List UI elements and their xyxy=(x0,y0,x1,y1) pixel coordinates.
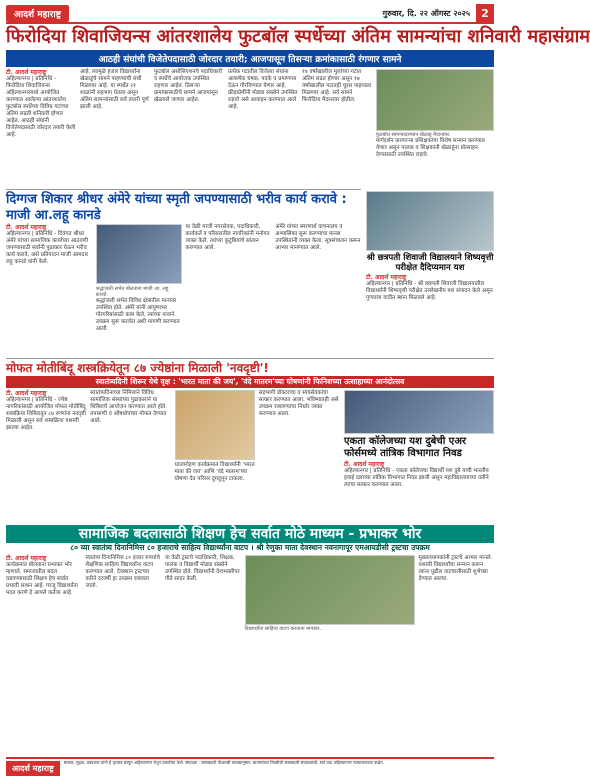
story1-col4: प्रत्येक गटातील विजेत्या संघांना आकर्षक चषक, पदके व प्रमाणपत्र देऊन गौरविण्यात येणार आहे. क्रीडाप्रेमींनी मोठ्या संख्येने उपस्थित राहावे असे आवाहन करण्यात आले आहे. xyxy=(228,69,298,110)
story3 xyxy=(366,187,494,356)
masthead xyxy=(6,4,494,24)
story6-photo-box xyxy=(245,555,415,659)
story6-headline: सामाजिक बदलासाठी शिक्षण हेच सर्वात मोठे माध्यम - प्रभाकर भोर xyxy=(6,525,494,543)
page-number: 2 xyxy=(476,4,494,22)
story2-col3: या वेळी माजी नगरसेवक, पदाधिकारी, कार्यकर्ते व परिसरातील नागरिकांनी मनोगत व्यक्त केले. त्यांच्या कुटुंबियांचे सांत्वन करण्यात आले. xyxy=(185,224,270,251)
story4-subhead: स्वातंत्र्यदिनी शिरूर येथे वृक्ष : 'भारत माता की जय', 'वंदे मातरम'च्या घोषणांनी फिनिशच्या उत्साहाच्या आनंदोत्सव xyxy=(6,376,494,388)
story2-byline: टी. आदर्श महाराष्ट्र xyxy=(6,224,47,231)
story4-body xyxy=(6,390,339,522)
story4-col4: सहभागी डॉक्टरांचा व स्वयंसेवकांचा सत्कार करण्यात आला. भविष्यातही असे उपक्रम राबवण्याचा निर्धार व्यक्त करण्यात आला. xyxy=(258,390,339,417)
story1-photo-caption: फुटबॉल सामन्यादरम्यान खेळाडू मैदानावर. xyxy=(376,132,451,138)
story5-headline: एकता कॉलेजच्या यश दुबेची एअर फोर्समध्ये तांत्रिक विभागात निवड xyxy=(344,436,467,459)
story5-text: अहिल्यानगर | प्रतिनिधि - एकता कॉलेजचा विद्यार्थी यश दुबे याची भारतीय हवाई दलाच्या तांत्रिक विभागात निवड झाली असून महाविद्यालयाच्या वतीने त्याचा सत्कार करण्यात आला. xyxy=(344,468,489,488)
story4-photo xyxy=(175,390,255,460)
story1-photo-box xyxy=(376,69,494,187)
story4-lead: अहिल्यानगर | प्रतिनिधि - ज्येष्ठ नागरिकांसाठी आयोजित मोफत मोतीबिंदू शस्त्रक्रिया शिबिरातून ८७ रुग्णांना नवदृष्टी मिळाली असून सर्व शस्त्रक्रिया यशस्वी झाल्या आहेत. xyxy=(6,397,86,431)
story5-photo xyxy=(344,390,494,434)
story2-col4: अंमेरे यांच्या स्मरणार्थ वाचनालय व अभ्यासिका सुरू करण्याचा मानस उपस्थितांनी व्यक्त केला. सूत्रसंचालन करून आभार मानण्यात आले. xyxy=(275,224,361,251)
story4-col2: स्वातंत्र्यदिनाच्या निमित्ताने विविध सामाजिक संस्थांच्या पुढाकाराने या शिबिराचे आयोजन करण्यात आले होते. तपासणी व औषधोपचार मोफत देण्यात आले. xyxy=(90,390,167,424)
story6-col4: मुख्याध्यापकांनी ट्रस्टचे आभार मानले. यशस्वी विद्यार्थ्यांचा सन्मान करून त्यांना पुढील वाटचालीसाठी शुभेच्छा देण्यात आल्या. xyxy=(418,555,493,582)
footer-imprint: मालक, मुद्रक, प्रकाशक यांनी हे वृत्तपत्र छापून अहिल्यानगर येथून प्रकाशित केले. संपादक : जबाबदारी पीआरबी कायद्यानुसार. बातम्यांच्या निवडीची जबाबदारी संपादकांची. सर्व वाद अहिल्यानगर न्यायालयाच्या कक्षेत. xyxy=(63,760,385,765)
story4-col3 xyxy=(175,390,255,522)
story1-headline: फिरोदिया शिवाजियन्स आंतरशालेय फुटबॉल स्पर्धेच्या अंतिम सामन्यांचा शनिवारी महासंग्राम xyxy=(6,26,590,47)
story1-byline: टी. आदर्श महाराष्ट्र xyxy=(6,69,47,76)
story6-body xyxy=(6,555,494,659)
story2-photo xyxy=(96,224,182,284)
footer xyxy=(6,757,494,777)
story2-col2 xyxy=(96,224,182,356)
story1-col3: फुटबॉल असोसिएशनचे पदाधिकारी व स्पर्धेचे आयोजक उपस्थित राहणार आहेत. तिसऱ्या क्रमांकासाठीचे सामने आजपासून खेळवले जाणार आहेत. xyxy=(154,69,223,103)
story6-col3: या वेळी ट्रस्टचे पदाधिकारी, शिक्षक, पालक व विद्यार्थी मोठ्या संख्येने उपस्थित होते. विद्यार्थ्यांनी देशभक्तीपर गीते सादर केली. xyxy=(165,555,240,582)
story6-byline: टी. आदर्श महाराष्ट्र xyxy=(6,555,47,562)
footer-logo: आदर्श महाराष्ट्र xyxy=(6,761,60,776)
story3-photo xyxy=(366,191,494,251)
story5 xyxy=(344,390,494,522)
story2-text2: श्रद्धांजली सभेत विविध क्षेत्रातील मान्यवर उपस्थित होते. अंमेरे यांनी आयुष्यभर गोरगरिबांसाठी काम केले, त्यांच्या नावाने उपक्रम सुरू करावेत अशी मागणी करण्यात आली. xyxy=(95,298,180,332)
story3-byline: टी. आदर्श महाराष्ट्र xyxy=(366,274,407,281)
story2-col1 xyxy=(6,224,92,356)
story4-byline: टी. आदर्श महाराष्ट्र xyxy=(6,390,47,397)
story6-col2: स्वातंत्र्य दिनानिमित्त ८० हजार रुपयांचे शैक्षणिक साहित्य विद्यार्थ्यांना वाटप करण्यात आले. देवस्थान ट्रस्टच्या वतीने दरवर्षी हा उपक्रम राबवला जातो. xyxy=(85,555,160,589)
story6-photo-caption: विद्यार्थ्यांना साहित्य वाटप करताना मान्यवर. xyxy=(244,626,322,632)
story4-col1 xyxy=(6,390,86,522)
story1-lead: अहिल्यानगर | प्रतिनिधि - फिरोदिया शिवाजियन्स अहिल्यानगरमध्ये आयोजित करण्यात आलेल्या आंतरशालेय फुटबॉल स्पर्धेच्या विविध गटांच्या अंतिम लढती शनिवारी होणार आहेत. आठही संघांनी विजेतेपदासाठी जोरदार तयारी केली आहे. xyxy=(6,76,76,138)
story1-col6: मार्गदर्शन करणाऱ्या प्रशिक्षकांचा विशेष सन्मान करण्यात येणार असून पालक व शिक्षकांनी खेळाडूंना प्रोत्साहन देण्यासाठी उपस्थित राहावे. xyxy=(376,138,485,158)
story6-col1 xyxy=(6,555,82,659)
story1-col5: १४ वर्षांखालील मुलांच्या गटात अंतिम लढत होणार असून १७ वर्षांखालील गटातही चुरस पाहायला मिळणार आहे. सर्व सामने फिरोदिया मैदानावर होतील. xyxy=(302,69,372,103)
issue-date: गुरुवार, दि. २२ ऑगस्ट २०२५ xyxy=(382,8,470,18)
story4-text3: ध्वजारोहण कार्यक्रमात विद्यार्थ्यांनी 'भारत माता की जय' आणि 'वंदे मातरम'च्या घोषणा देत परिसर दुमदुमून टाकला. xyxy=(174,462,255,482)
story3-text: अहिल्यानगर | प्रतिनिधि - श्री छत्रपती शिवाजी विद्यालयातील विद्यार्थ्यांनी शिष्यवृत्ती परीक्षेत उल्लेखनीय यश संपादन केले असून गुणवत्ता यादीत स्थान मिळवले आहे. xyxy=(366,281,493,301)
masthead-right xyxy=(383,4,494,22)
paper-name: आदर्श महाराष्ट्र xyxy=(6,5,69,22)
story2-photo-caption: श्रद्धांजली सभेत बोलताना माजी आ. लहू कानडे. xyxy=(95,286,169,298)
story1-photo xyxy=(376,69,494,131)
story1-body xyxy=(6,69,494,187)
story3-headline: श्री छत्रपती शिवाजी विद्यालयाने शिष्यवृत्ती परीक्षेत दैदिप्यमान यश xyxy=(366,253,494,273)
story1-col1 xyxy=(6,69,76,187)
story6-lead: कार्यक्रमात बोलताना प्रभाकर भोर म्हणाले, समाजातील बदल घडवण्यासाठी शिक्षण हेच सर्वात प्रभावी साधन आहे. गरजू विद्यार्थ्यांना मदत करणे हे आपले कर्तव्य आहे. xyxy=(6,562,78,596)
story6-photo xyxy=(245,555,415,625)
story5-byline: टी. आदर्श महाराष्ट्र xyxy=(344,461,385,468)
story2-headline: दिग्गज शिकार श्रीधर अंमेरे यांच्या स्मृती जपण्यासाठी भरीव कार्य करावे : माजी आ.लहू कानडे xyxy=(6,189,361,224)
story4-headline: मोफत मोतीबिंदू शस्त्रक्रियेतून ८७ ज्येष्ठांना मिळाली 'नवदृष्टी'! xyxy=(6,358,494,376)
story1-col2: आहे. त्यामुळे हजार विद्यार्थ्यांना खेळाडूंचे सामने पाहण्याची संधी मिळणार आहे. या स्पर्धेत २१ शाळांनी सहभाग घेतला असून अंतिम सामन्यांसाठी सर्व तयारी पूर्ण झाली आहे. xyxy=(80,69,149,110)
story1-subhead: आठही संघांची विजेतेपदासाठी जोरदार तयारी; आजपासून तिसऱ्या क्रमांकासाठी रंगणार सामने xyxy=(6,50,494,67)
story6-subhead: ८० व्या स्वातंत्र्य दिनानिमित्त ८० हजाराचे साहित्य विद्यार्थ्यांना वाटप । श्री रेणुका माता देवस्थान नवनागापूर एमआयडीसी ट्रस्टचा उपक्रम xyxy=(70,543,430,552)
story2-lead: अहिल्यानगर | प्रतिनिधि - दिवंगत श्रीधर अंमेरे यांच्या सामाजिक कार्याच्या आठवणी जपण्यासाठी सर्वांनी पुढाकार घेऊन भरीव कार्य करावे, असे प्रतिपादन माजी आमदार लहू कानडे यांनी केले. xyxy=(6,231,89,265)
story2 xyxy=(6,187,361,356)
